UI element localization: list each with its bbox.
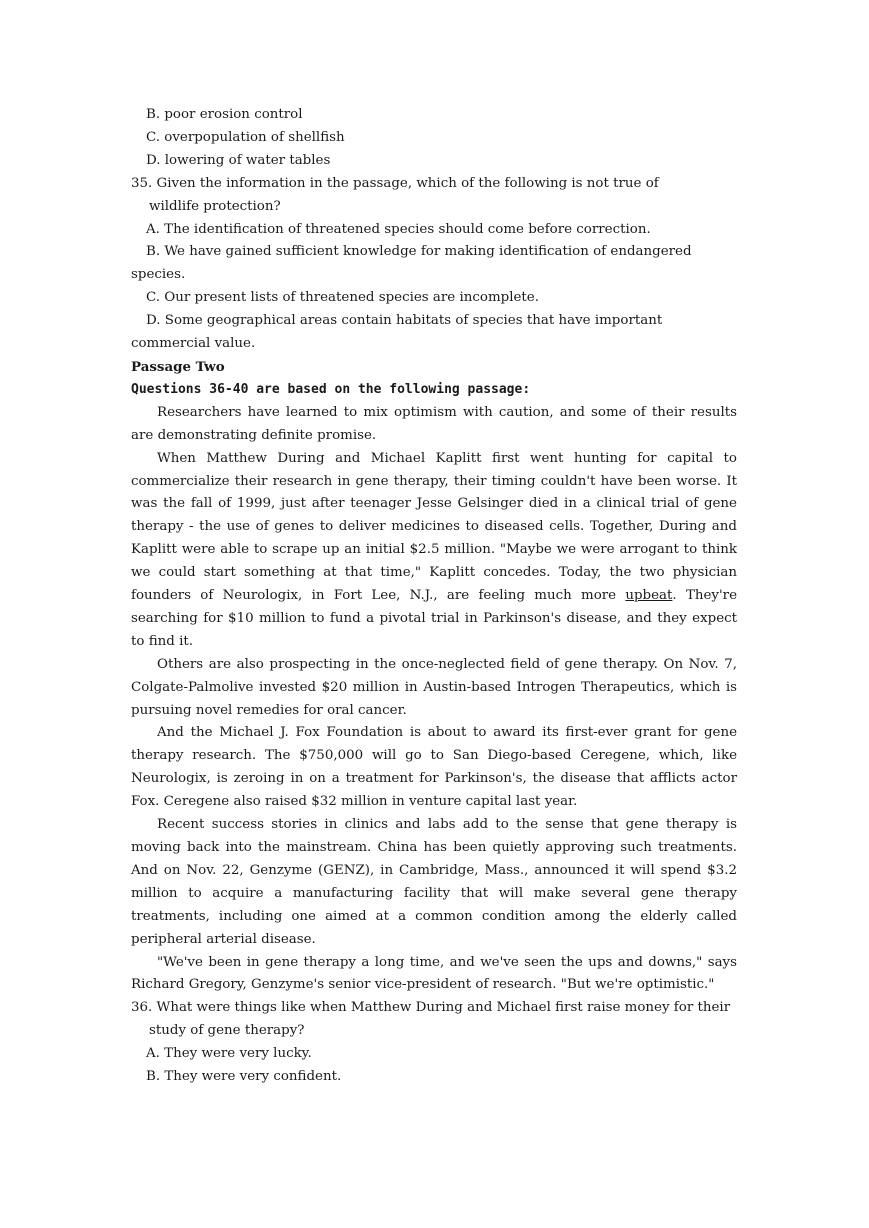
paragraph-6: "We've been in gene therapy a long time, and we've seen the ups and downs," says Richard Gregory, Genzyme's senior vice-president of research. "But we're optimistic."	[131, 954, 737, 993]
q36-option-b: B. They were very confident.	[146, 1069, 342, 1085]
q35-option-d-line1: D. Some geographical areas contain habitats of species that have important	[146, 313, 663, 329]
paragraph-2-text-a: When Matthew During and Michael Kaplitt first went hunting for capital to commercialize their research in gene therapy, their timing couldn't have been worse. It was the fall of 1999, just after teenager Jesse Gelsinger died in a clinical trial of gene therapy - the use of genes to deliver medicines to diseased cells. Together, During and Kaplitt were able to scrape up an initial $2.5 million. "Maybe we were arrogant to think we could start something at that time," Kaplitt concedes. Today, the two physician founders of Neurologix, in Fort Lee, N.J., are feeling much more	[131, 450, 737, 604]
paragraph-2	[131, 448, 737, 654]
q35-stem-line2: wildlife protection?	[149, 198, 281, 214]
q35-option-b-line1: B. We have gained sufficient knowledge for making identification of endangered	[146, 244, 692, 260]
underlined-word: upbeat	[625, 588, 673, 604]
q35-option-b-line2: species.	[131, 267, 186, 283]
q34-option-b: B. poor erosion control	[146, 107, 303, 122]
q36-option-a: A. They were very lucky.	[146, 1046, 312, 1062]
paragraph-1: Researchers have learned to mix optimism with caution, and some of their results are demonstrating definite promise.	[131, 404, 737, 443]
paragraph-3: Others are also prospecting in the once-neglected field of gene therapy. On Nov. 7, Colgate-Palmolive invested $20 million in Austin-based Introgen Therapeutics, which is pursuing novel remedies for oral cancer.	[131, 656, 737, 718]
q36-stem-line2: study of gene therapy?	[149, 1023, 305, 1039]
q34-option-d: D. lowering of water tables	[146, 152, 331, 168]
passage-instruction: Questions 36-40 are based on the following passage:	[131, 381, 531, 397]
document-page	[131, 104, 737, 1089]
passage-title: Passage Two	[131, 358, 225, 375]
q36-stem-line1: 36. What were things like when Matthew During and Michael first raise money for their	[131, 1000, 731, 1016]
q34-option-c: C. overpopulation of shellfish	[146, 129, 345, 145]
paragraph-5: Recent success stories in clinics and labs add to the sense that gene therapy is moving back into the mainstream. China has been quietly approving such treatments. And on Nov. 22, Genzyme (GENZ), in Cambridge, Mass., announced it will spend $3.2 million to acquire a manufacturing facility that will make several gene therapy treatments, including one aimed at a common condition among the elderly called peripheral arterial disease.	[131, 817, 737, 947]
paragraph-2-text-b: . They're searching for $10 million to fund a pivotal trial in Parkinson's disease, and they expect to find it.	[131, 588, 737, 649]
q35-option-d-line2: commercial value.	[131, 336, 256, 352]
q35-option-a: A. The identification of threatened species should come before correction.	[146, 221, 651, 237]
q35-option-c: C. Our present lists of threatened species are incomplete.	[146, 290, 539, 306]
paragraph-4: And the Michael J. Fox Foundation is about to award its first-ever grant for gene therapy research. The $750,000 will go to San Diego-based Ceregene, which, like Neurologix, is zeroing in on a treatment for Parkinson's, the disease that afflicts actor Fox. Ceregene also raised $32 million in venture capital last year.	[131, 725, 737, 810]
q35-stem-line1: 35. Given the information in the passage, which of the following is not true of	[131, 175, 659, 191]
